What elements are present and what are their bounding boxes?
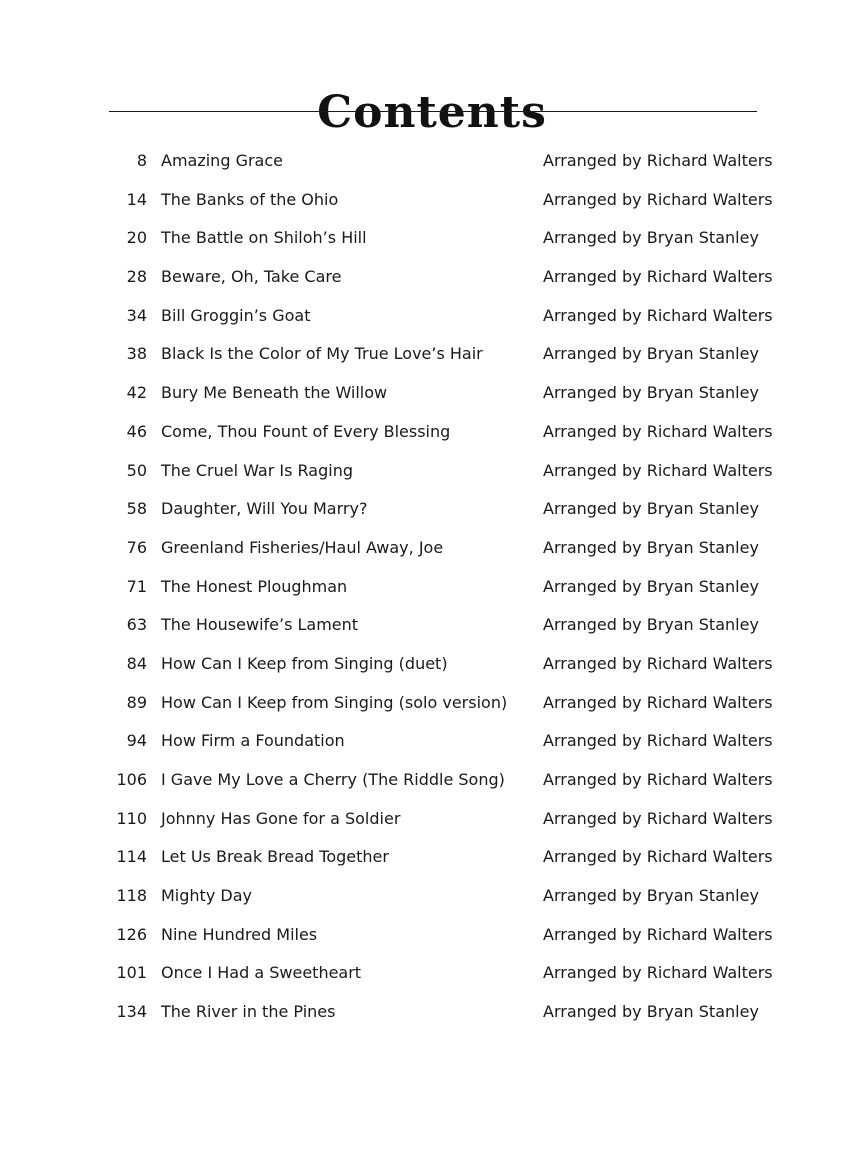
toc-entry [0, 258, 864, 297]
toc-arranger: Arranged by Bryan Stanley [543, 1002, 759, 1022]
toc-arranger: Arranged by Richard Walters [543, 421, 773, 441]
toc-arranger: Arranged by Bryan Stanley [543, 886, 759, 906]
toc-page-number: 84 [126, 653, 147, 673]
toc-song-title: How Can I Keep from Singing (duet) [161, 653, 448, 673]
toc-page-number: 76 [126, 537, 147, 557]
toc-song-title: Come, Thou Fount of Every Blessing [161, 421, 451, 441]
toc-entry [0, 452, 864, 491]
toc-page-number: 34 [126, 305, 147, 325]
toc-arranger: Arranged by Richard Walters [543, 460, 773, 480]
toc-arranger: Arranged by Richard Walters [543, 653, 773, 673]
toc-song-title: Greenland Fisheries/Haul Away, Joe [161, 537, 444, 557]
toc-arranger: Arranged by Richard Walters [543, 963, 773, 983]
toc-arranger: Arranged by Richard Walters [543, 770, 773, 789]
toc-song-title: Johnny Has Gone for a Soldier [161, 808, 401, 828]
toc-song-title: The Cruel War Is Raging [161, 460, 353, 480]
toc-entry [0, 490, 864, 529]
toc-entry [0, 413, 864, 452]
toc-entry [0, 606, 864, 645]
toc-arranger: Arranged by Bryan Stanley [543, 537, 759, 557]
toc-entry [0, 877, 864, 916]
toc-song-title: The Honest Ploughman [161, 576, 348, 596]
toc-page-number: 14 [126, 189, 147, 209]
toc-song-title: How Can I Keep from Singing (solo version) [161, 692, 508, 712]
toc-arranger: Arranged by Richard Walters [543, 151, 773, 170]
toc-arranger: Arranged by Richard Walters [543, 808, 773, 828]
toc-song-title: Mighty Day [161, 886, 252, 906]
toc-page-number: 20 [126, 228, 147, 248]
toc-song-title: Bill Groggin’s Goat [161, 305, 311, 325]
toc-page-number: 63 [126, 615, 147, 635]
toc-entry [0, 297, 864, 336]
toc-page-number: 134 [116, 1002, 147, 1022]
toc-entry [0, 722, 864, 761]
toc-entry [0, 568, 864, 607]
toc-page-number: 46 [126, 421, 147, 441]
toc-entry [0, 374, 864, 413]
contents-list [0, 142, 864, 1032]
toc-song-title: I Gave My Love a Cherry (The Riddle Song) [161, 770, 505, 789]
page-title: Contents [317, 87, 547, 139]
toc-page-number: 71 [126, 576, 147, 596]
toc-entry [0, 142, 864, 181]
toc-page-number: 114 [116, 847, 147, 867]
toc-page-number: 58 [126, 499, 147, 519]
toc-page-number: 28 [126, 267, 147, 287]
toc-arranger: Arranged by Bryan Stanley [543, 383, 759, 403]
toc-song-title: Beware, Oh, Take Care [161, 267, 342, 287]
toc-entry [0, 761, 864, 800]
toc-entry [0, 684, 864, 723]
toc-song-title: Amazing Grace [161, 151, 283, 170]
toc-song-title: Black Is the Color of My True Love’s Hair [161, 344, 483, 364]
title-divider [109, 111, 757, 112]
toc-arranger: Arranged by Bryan Stanley [543, 228, 759, 248]
toc-song-title: Nine Hundred Miles [161, 924, 318, 944]
toc-arranger: Arranged by Richard Walters [543, 692, 773, 712]
toc-page-number: 38 [126, 344, 147, 364]
toc-page-number: 94 [126, 731, 147, 751]
toc-arranger: Arranged by Richard Walters [543, 924, 773, 944]
toc-page-number: 42 [126, 383, 147, 403]
toc-arranger: Arranged by Richard Walters [543, 305, 773, 325]
toc-arranger: Arranged by Richard Walters [543, 267, 773, 287]
toc-song-title: Let Us Break Bread Together [161, 847, 389, 867]
toc-entry [0, 916, 864, 955]
toc-page-number: 8 [136, 151, 147, 170]
toc-song-title: The Housewife’s Lament [161, 615, 359, 635]
toc-arranger: Arranged by Bryan Stanley [543, 615, 759, 635]
toc-entry [0, 800, 864, 839]
toc-page-number: 89 [126, 692, 147, 712]
toc-song-title: The Battle on Shiloh’s Hill [161, 228, 367, 248]
toc-song-title: Once I Had a Sweetheart [161, 963, 362, 983]
toc-song-title: Daughter, Will You Marry? [161, 499, 368, 519]
toc-page-number: 110 [116, 808, 147, 828]
toc-entry [0, 219, 864, 258]
toc-arranger: Arranged by Richard Walters [543, 189, 773, 209]
toc-song-title: Bury Me Beneath the Willow [161, 383, 388, 403]
toc-song-title: The River in the Pines [161, 1002, 336, 1022]
toc-arranger: Arranged by Richard Walters [543, 847, 773, 867]
toc-arranger: Arranged by Richard Walters [543, 731, 773, 751]
toc-entry [0, 181, 864, 220]
toc-entry [0, 645, 864, 684]
toc-page-number: 106 [116, 770, 147, 789]
toc-page-number: 50 [126, 460, 147, 480]
toc-arranger: Arranged by Bryan Stanley [543, 344, 759, 364]
toc-page-number: 126 [116, 924, 147, 944]
toc-entry [0, 335, 864, 374]
toc-entry [0, 838, 864, 877]
toc-page-number: 101 [116, 963, 147, 983]
toc-arranger: Arranged by Bryan Stanley [543, 499, 759, 519]
toc-song-title: The Banks of the Ohio [161, 189, 339, 209]
toc-entry [0, 993, 864, 1032]
toc-page-number: 118 [116, 886, 147, 906]
toc-entry [0, 954, 864, 993]
toc-arranger: Arranged by Bryan Stanley [543, 576, 759, 596]
toc-song-title: How Firm a Foundation [161, 731, 345, 751]
toc-entry [0, 529, 864, 568]
